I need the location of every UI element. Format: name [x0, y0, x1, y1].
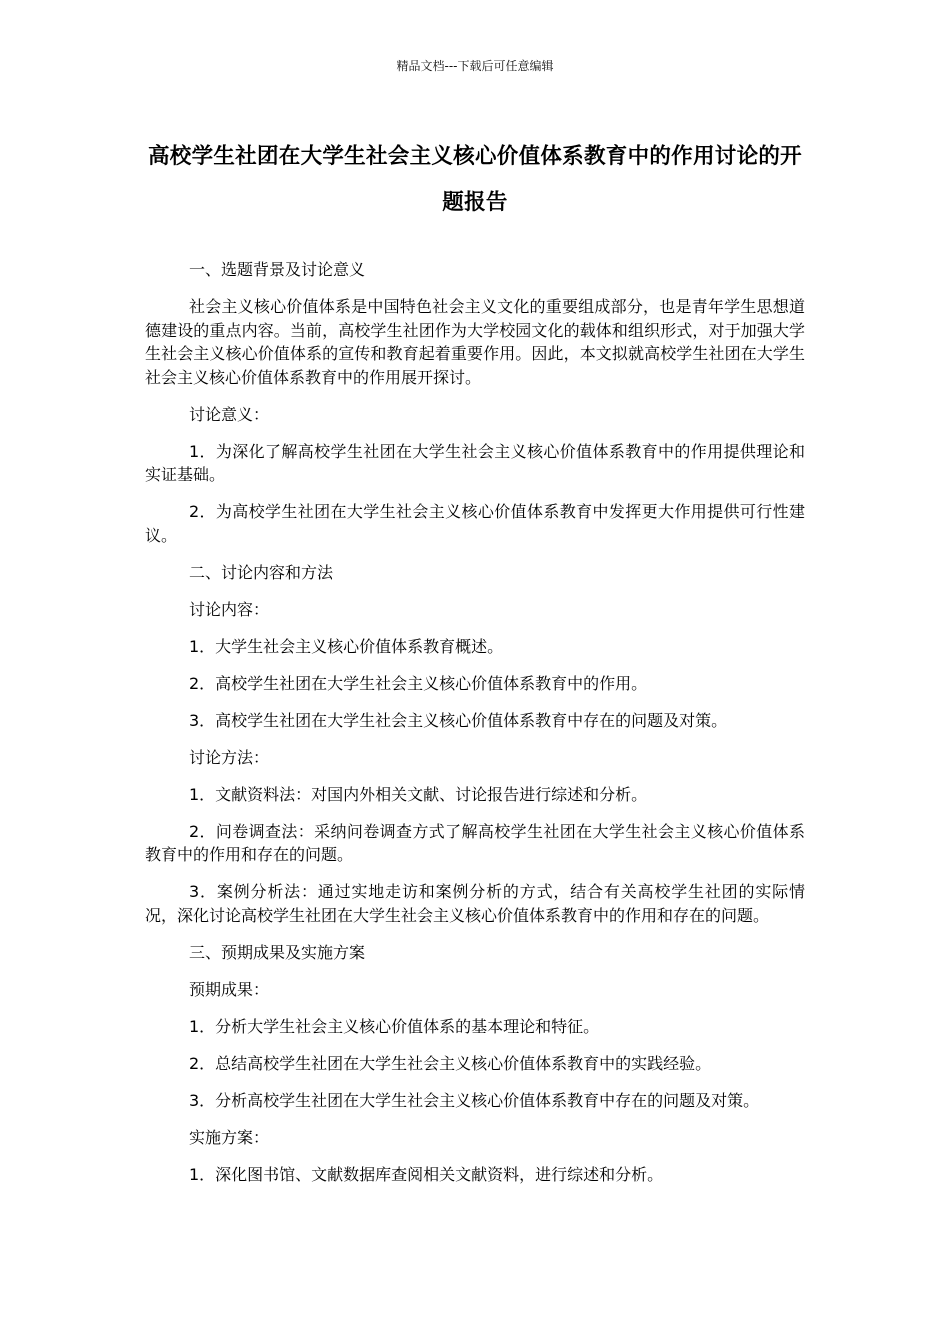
list-item-content-1: 1．大学生社会主义核心价值体系教育概述。 — [189, 636, 504, 656]
subheading-plan: 实施方案： — [189, 1127, 270, 1147]
list-item-method-2: 2．问卷调查法：采纳问卷调查方式了解高校学生社团在大学生社会主义核心价值体系教育中的作用和存在的问题。 — [145, 821, 805, 864]
header-note: 精品文档---下载后可任意编辑 — [396, 59, 554, 73]
list-item-outcome-1: 1．分析大学生社会主义核心价值体系的基本理论和特征。 — [189, 1016, 600, 1036]
document-title: 高校学生社团在大学生社会主义核心价值体系教育中的作用讨论的开题报告 — [147, 144, 802, 215]
subheading-content: 讨论内容： — [189, 599, 270, 619]
list-item-content-2: 2．高校学生社团在大学生社会主义核心价值体系教育中的作用。 — [189, 673, 648, 693]
list-item-significance-1: 1．为深化了解高校学生社团在大学生社会主义核心价值体系教育中的作用提供理论和实证基础。 — [145, 441, 805, 484]
list-item-plan-1: 1．深化图书馆、文献数据库查阅相关文献资料，进行综述和分析。 — [189, 1164, 664, 1184]
list-item-method-1: 1．文献资料法：对国内外相关文献、讨论报告进行综述和分析。 — [189, 784, 648, 804]
document-body — [145, 258, 805, 1200]
subheading-significance: 讨论意义： — [189, 404, 270, 424]
list-item-outcome-2: 2．总结高校学生社团在大学生社会主义核心价值体系教育中的实践经验。 — [189, 1053, 712, 1073]
subheading-outcomes: 预期成果： — [189, 979, 270, 999]
subheading-methods: 讨论方法： — [189, 747, 270, 767]
list-item-outcome-3: 3．分析高校学生社团在大学生社会主义核心价值体系教育中存在的问题及对策。 — [189, 1090, 760, 1110]
list-item-significance-2: 2．为高校学生社团在大学生社会主义核心价值体系教育中发挥更大作用提供可行性建议。 — [145, 502, 805, 545]
section-heading-background: 一、选题背景及讨论意义 — [189, 260, 366, 279]
section-heading-content-methods: 二、讨论内容和方法 — [189, 562, 334, 582]
list-item-method-3: 3．案例分析法：通过实地走访和案例分析的方式，结合有关高校学生社团的实际情况，深化讨论高校学生社团在大学生社会主义核心价值体系教育中的作用和存在的问题。 — [145, 882, 805, 925]
list-item-content-3: 3．高校学生社团在大学生社会主义核心价值体系教育中存在的问题及对策。 — [189, 710, 728, 730]
section-heading-outcomes-plan: 三、预期成果及实施方案 — [189, 942, 366, 962]
paragraph-background: 社会主义核心价值体系是中国特色社会主义文化的重要组成部分，也是青年学生思想道德建设的重点内容。当前，高校学生社团作为大学校园文化的载体和组织形式，对于加强大学生社会主义核心价值体系的宣传和教育起着重要作用。因此，本文拟就高校学生社团在大学生社会主义核心价值体系教育中的作用展开探讨。 — [145, 297, 805, 387]
